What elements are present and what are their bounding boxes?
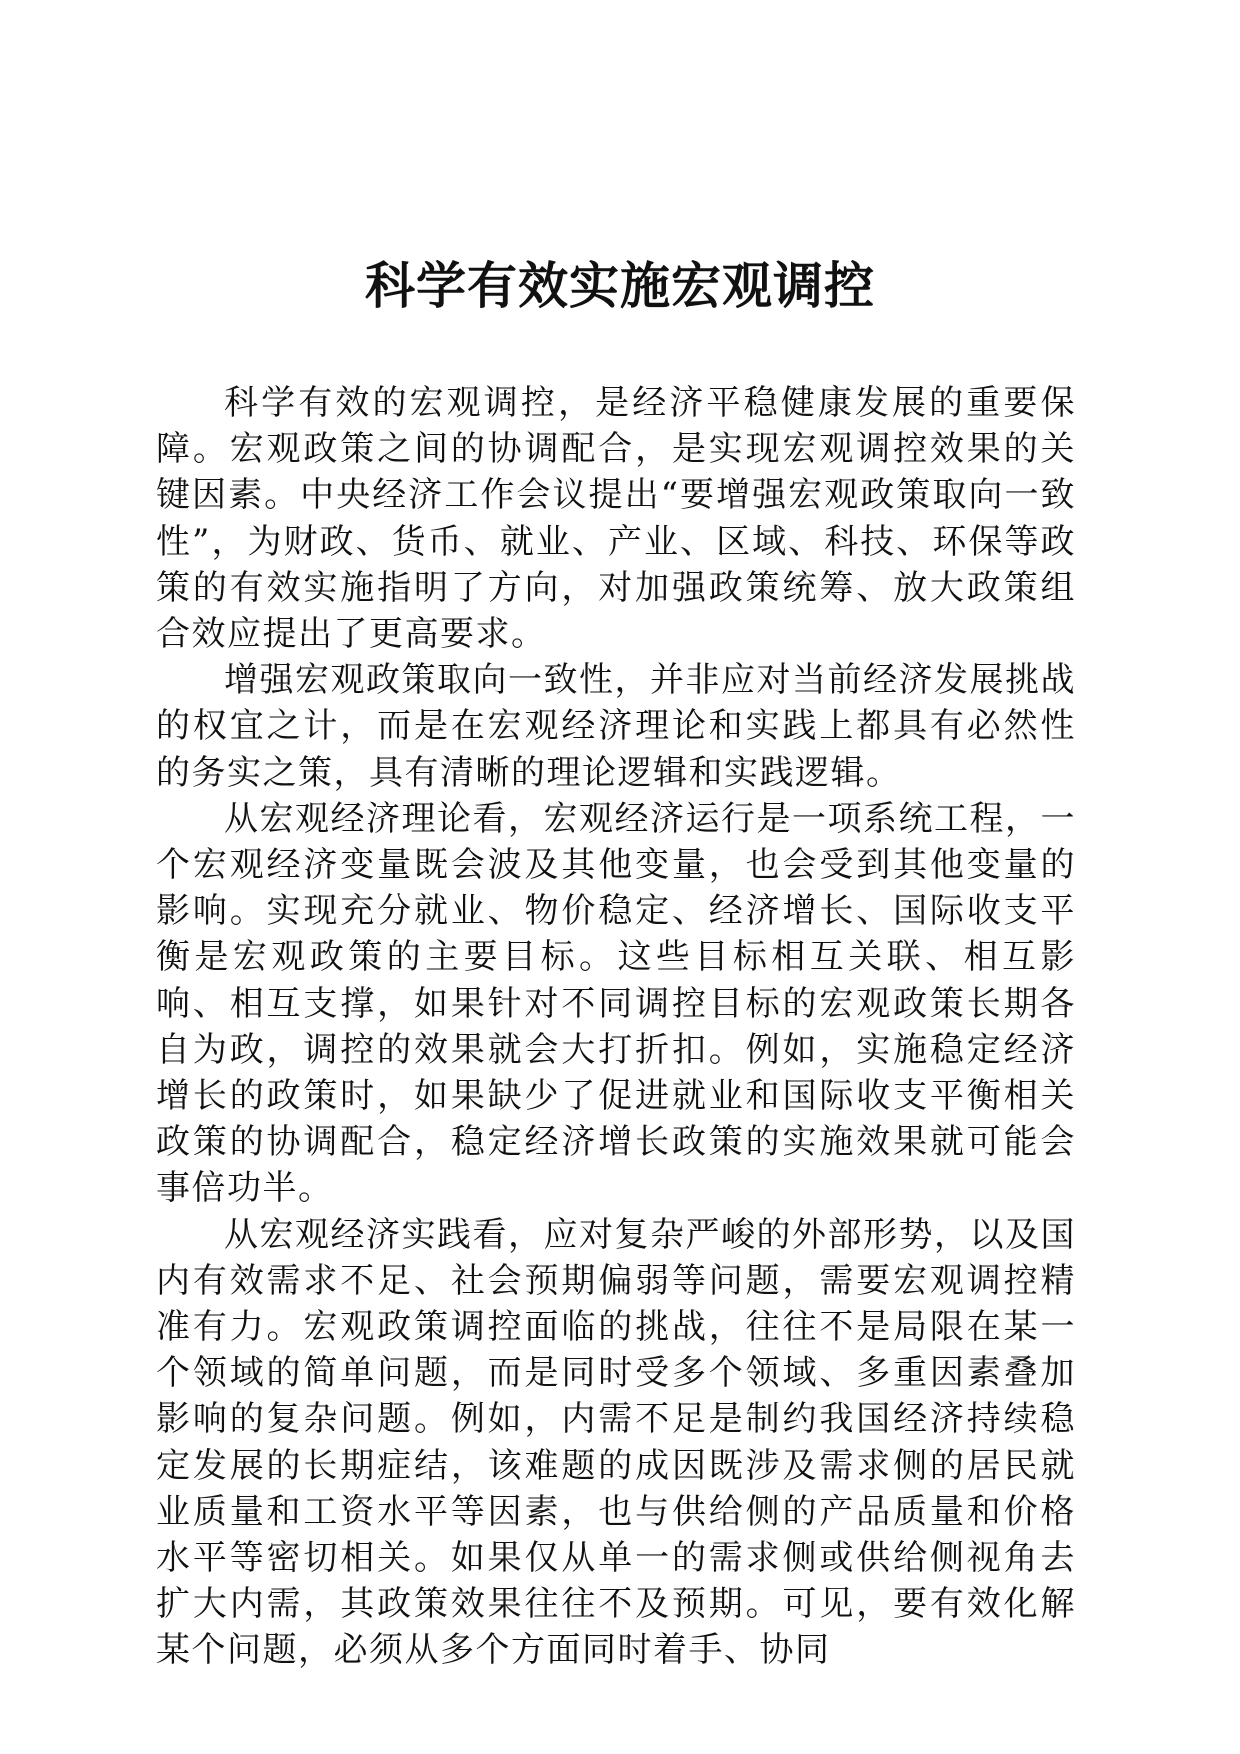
document-body <box>156 380 1076 1674</box>
paragraph: 从宏观经济理论看，宏观经济运行是一项系统工程，一个宏观经济变量既会波及其他变量，也会受到其他变量的影响。实现充分就业、物价稳定、经济增长、国际收支平衡是宏观政策的主要目标。这些目标相互关联、相互影响、相互支撑，如果针对不同调控目标的宏观政策长期各自为政，调控的效果就会大打折扣。例如，实施稳定经济增长的政策时，如果缺少了促进就业和国际收支平衡相关政策的协调配合，稳定经济增长政策的实施效果就可能会事倍功半。 <box>156 798 1076 1209</box>
paragraph: 科学有效的宏观调控，是经济平稳健康发展的重要保障。宏观政策之间的协调配合，是实现宏观调控效果的关键因素。中央经济工作会议提出“要增强宏观政策取向一致性”，为财政、货币、就业、产业、区域、科技、环保等政策的有效实施指明了方向，对加强政策统筹、放大政策组合效应提出了更高要求。 <box>156 383 1076 655</box>
paragraph: 增强宏观政策取向一致性，并非应对当前经济发展挑战的权宜之计，而是在宏观经济理论和实践上都具有必然性的务实之策，具有清晰的理论逻辑和实践逻辑。 <box>156 660 1076 793</box>
document-title: 科学有效实施宏观调控 <box>365 256 875 315</box>
paragraph: 从宏观经济实践看，应对复杂严峻的外部形势，以及国内有效需求不足、社会预期偏弱等问题，需要宏观调控精准有力。宏观政策调控面临的挑战，往往不是局限在某一个领域的简单问题，而是同时受多个领域、多重因素叠加影响的复杂问题。例如，内需不足是制约我国经济持续稳定发展的长期症结，该难题的成因既涉及需求侧的居民就业质量和工资水平等因素，也与供给侧的产品质量和价格水平等密切相关。如果仅从单一的需求侧或供给侧视角去扩大内需，其政策效果往往不及预期。可见，要有效化解某个问题，必须从多个方面同时着手、协同 <box>156 1214 1076 1671</box>
